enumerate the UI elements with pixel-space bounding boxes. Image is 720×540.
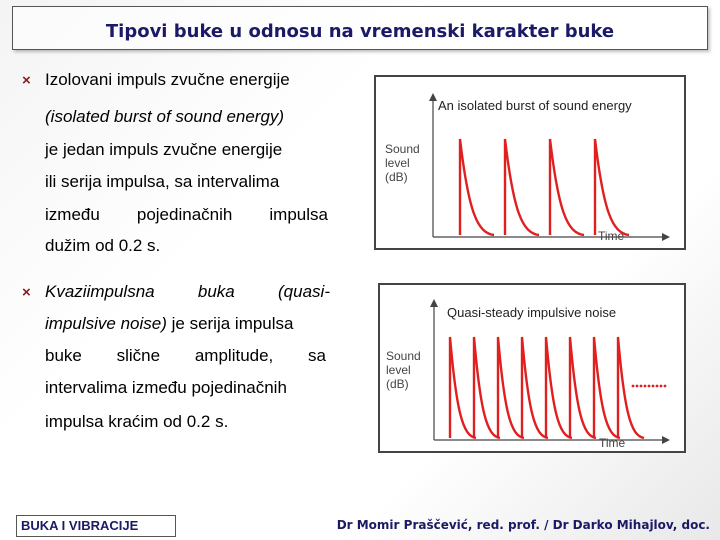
continuation-dot (664, 385, 667, 388)
continuation-dot (648, 385, 651, 388)
slide-title: Tipovi buke u odnosu na vremenski karakter buke (105, 21, 615, 42)
title-box (12, 6, 708, 50)
bullet2-line3 (45, 346, 326, 366)
y-axis-arrow-icon (429, 93, 437, 101)
continuation-dots (632, 385, 667, 388)
pulse-3 (550, 139, 584, 235)
figure-quasi-steady (378, 283, 686, 453)
figure-isolated-burst-plot (376, 77, 684, 248)
pulse-2 (505, 139, 539, 235)
y-label-line1: Sound (385, 142, 420, 156)
x-axis-arrow-icon (662, 233, 670, 241)
continuation-dot (656, 385, 659, 388)
continuation-dot (636, 385, 639, 388)
continuation-dot (660, 385, 663, 388)
pulse-4 (595, 139, 629, 235)
continuation-dot (644, 385, 647, 388)
bullet2-line2-italic: impulsive noise) (45, 314, 167, 333)
bullet2-line1-word3: (quasi- (278, 282, 330, 301)
bullet2-line1-word2: buka (197, 282, 235, 301)
bullet2-line2-rest: je serija impulsa (166, 314, 294, 333)
continuation-dot (632, 385, 635, 388)
x-label: Time (598, 229, 625, 243)
pulse-group (450, 337, 644, 438)
bullet2-line1 (45, 282, 330, 302)
figure-quasi-steady-plot (380, 285, 684, 451)
y-label-line2: level (386, 363, 411, 377)
bullet2-line3-word1: buke (45, 346, 82, 365)
pulse-6 (570, 337, 596, 438)
bullet1-line2: (isolated burst of sound energy) (45, 107, 285, 126)
pulse-2 (474, 337, 500, 438)
figure-isolated-burst (374, 75, 686, 250)
bullet2-line3-word4: sa (308, 346, 326, 365)
pulse-1 (450, 337, 476, 438)
bullet1-line3: je jedan impuls zvučne energije (45, 140, 283, 159)
pulse-group (460, 139, 629, 235)
bullet2-line1-word1: Kvaziimpulsna (45, 282, 155, 301)
x-label: Time (599, 436, 626, 450)
bullet2-line4: intervalima između pojedinačnih (45, 378, 287, 397)
figure-title: Quasi-steady impulsive noise (447, 305, 617, 320)
pulse-8 (618, 337, 644, 438)
y-label-line3: (dB) (385, 170, 408, 184)
bullet1-line4: ili serija impulsa, sa intervalima (45, 172, 280, 191)
x-axis-arrow-icon (662, 436, 670, 444)
bullet2-line3-word3: amplitude, (194, 346, 274, 365)
bullet1-line5-word2: pojedinačnih (136, 205, 233, 224)
y-axis-arrow-icon (430, 299, 438, 307)
figure-title: An isolated burst of sound energy (438, 98, 632, 113)
footer-course-name: BUKA I VIBRACIJE (16, 515, 176, 537)
y-label-line2: level (385, 156, 410, 170)
bullet2-line3-word2: slične (116, 346, 161, 365)
pulse-3 (498, 337, 524, 438)
bullet1-line5-word3: impulsa (269, 205, 328, 224)
pulse-5 (546, 337, 572, 438)
bullet-marker-icon: × (22, 72, 31, 89)
bullet1-line5 (45, 205, 328, 225)
bullet1-line6: dužim od 0.2 s. (45, 236, 161, 255)
y-label-line3: (dB) (386, 377, 409, 391)
y-label-line1: Sound (386, 349, 421, 363)
bullet2-line2 (45, 314, 294, 334)
continuation-dot (652, 385, 655, 388)
bullet1-line1: Izolovani impuls zvučne energije (45, 70, 290, 89)
pulse-4 (522, 337, 548, 438)
bullet1-line5-word1: između (45, 205, 100, 224)
continuation-dot (640, 385, 643, 388)
pulse-1 (460, 139, 494, 235)
bullet-marker-icon: × (22, 284, 31, 301)
footer-authors: Dr Momir Praščević, red. prof. / Dr Darko Mihajlov, doc. (336, 518, 710, 532)
bullet2-line5: impulsa kraćim od 0.2 s. (45, 412, 229, 431)
pulse-7 (594, 337, 620, 438)
